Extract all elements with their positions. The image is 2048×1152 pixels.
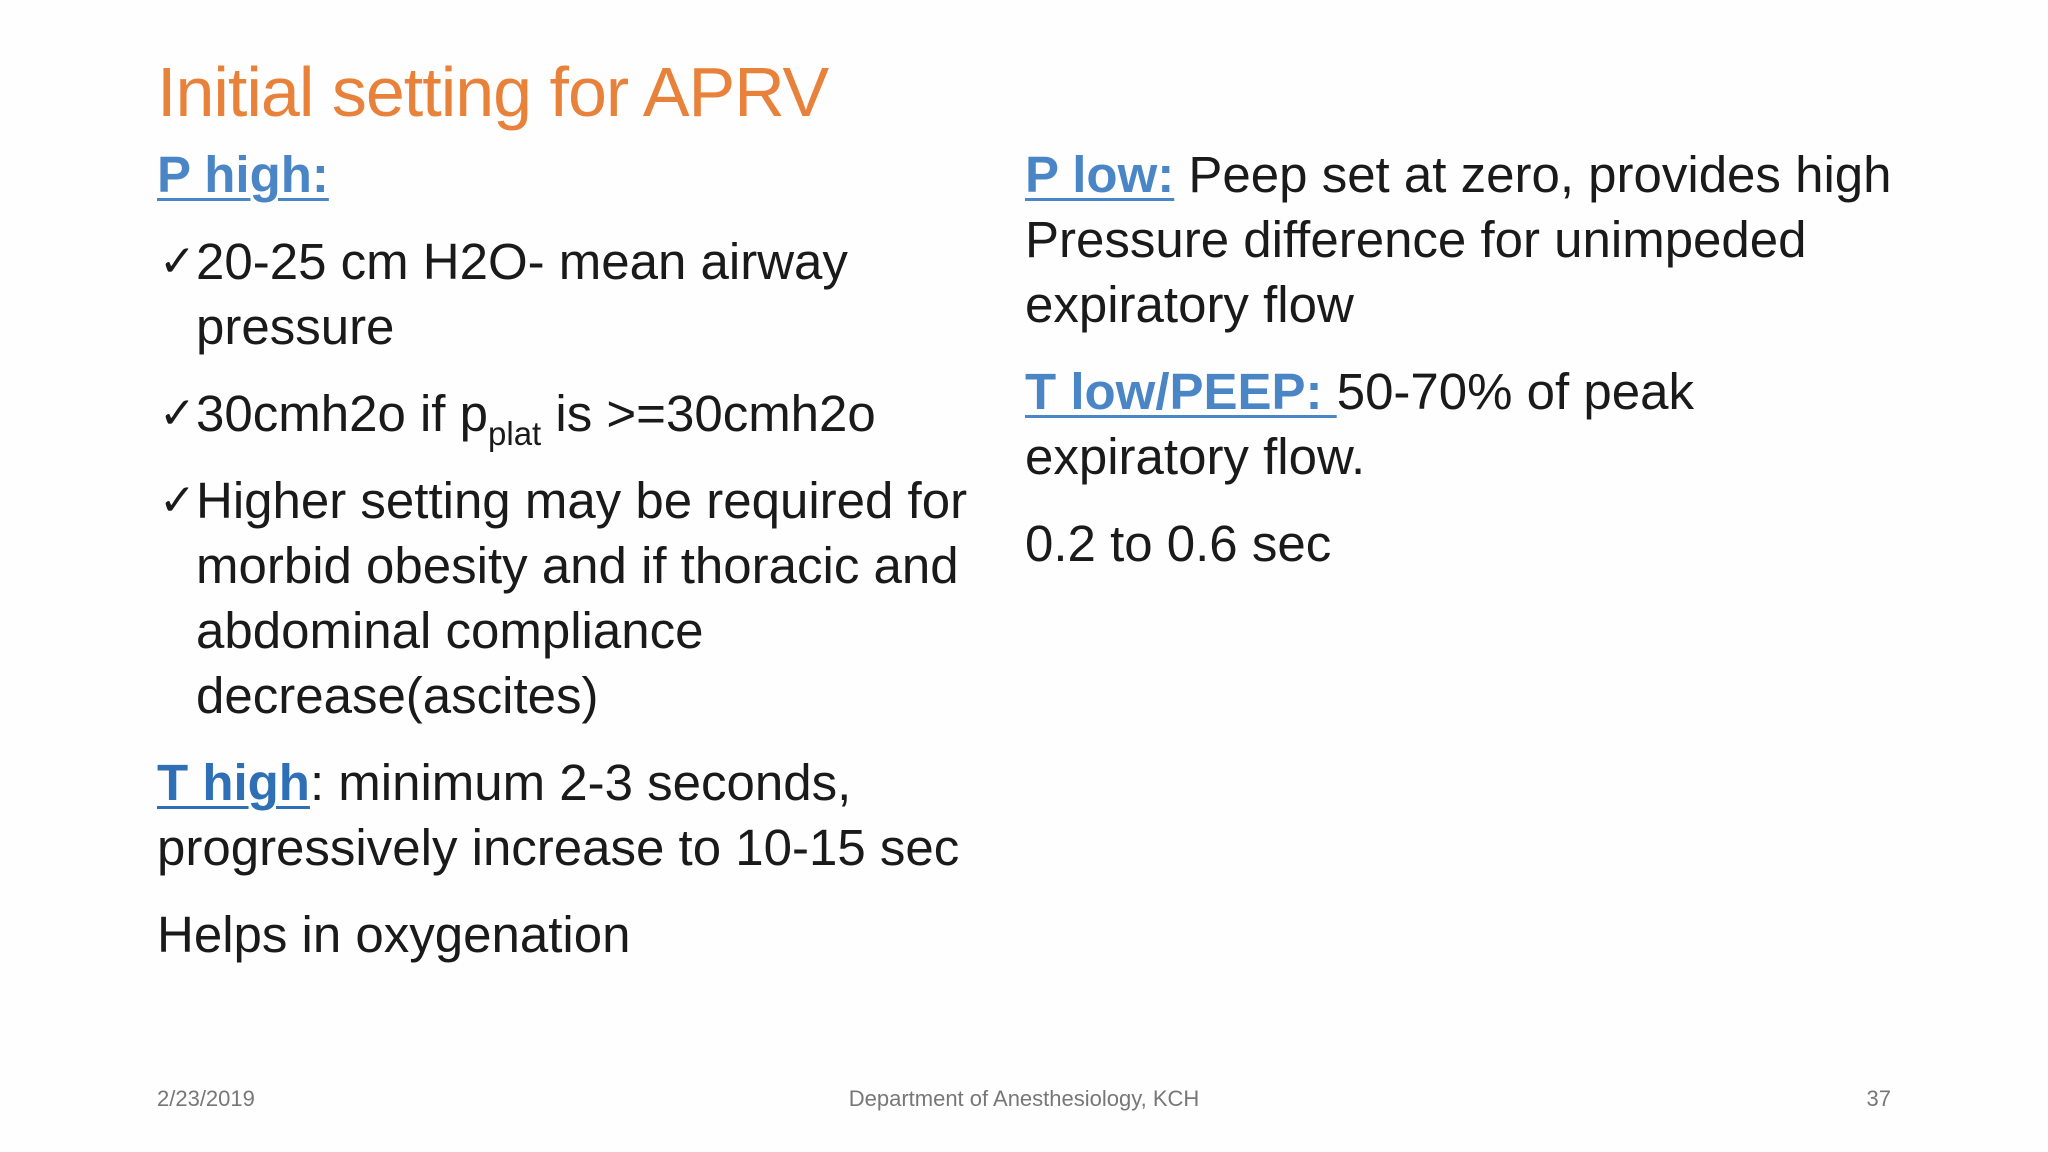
bullet-text: Higher setting may be required for morbid obesity and if thoracic and abdominal compliance decrease(ascites): [196, 472, 968, 724]
check-icon: ✓: [159, 388, 196, 439]
t-low-text: 50-70% of peak expiratory flow.: [1025, 363, 1694, 485]
t-low-paragraph: [1025, 359, 1925, 489]
bullet-higher-setting: [157, 468, 1017, 728]
check-icon: ✓: [159, 236, 196, 287]
p-high-heading: [157, 142, 1017, 207]
t-low-range: 0.2 to 0.6 sec: [1025, 515, 1332, 572]
t-high-paragraph: [157, 750, 1017, 880]
bullet-text-before: 30cmh2o if p: [196, 385, 489, 442]
check-icon: ✓: [159, 475, 196, 526]
bullet-mean-airway: [157, 229, 1017, 359]
t-low-link[interactable]: T low/PEEP:: [1025, 363, 1337, 420]
footer-department: Department of Anesthesiology, KCH: [848, 1086, 1200, 1111]
left-column: [157, 142, 1017, 967]
p-high-link[interactable]: P high:: [157, 146, 329, 203]
right-column: [1025, 142, 1925, 576]
slide-title: Initial setting for APRV: [157, 53, 829, 131]
oxygenation-paragraph: Helps in oxygenation: [157, 906, 631, 963]
bullet-subscript: plat: [488, 415, 542, 452]
t-high-text: : minimum 2-3 seconds, progressively increase to 10-15 sec: [157, 754, 960, 876]
p-low-text: Peep set at zero, provides high Pressure difference for unimpeded expiratory flow: [1025, 146, 1892, 333]
p-low-paragraph: [1025, 142, 1925, 337]
bullet-text: 20-25 cm H2O- mean airway pressure: [196, 233, 848, 355]
t-high-link[interactable]: T high: [157, 754, 310, 811]
p-low-link[interactable]: P low:: [1025, 146, 1175, 203]
bullet-pplat: [157, 381, 1017, 452]
footer-date: 2/23/2019: [157, 1086, 255, 1111]
footer-page-number: 37: [1866, 1086, 1891, 1111]
bullet-text-after: is >=30cmh2o: [541, 385, 876, 442]
